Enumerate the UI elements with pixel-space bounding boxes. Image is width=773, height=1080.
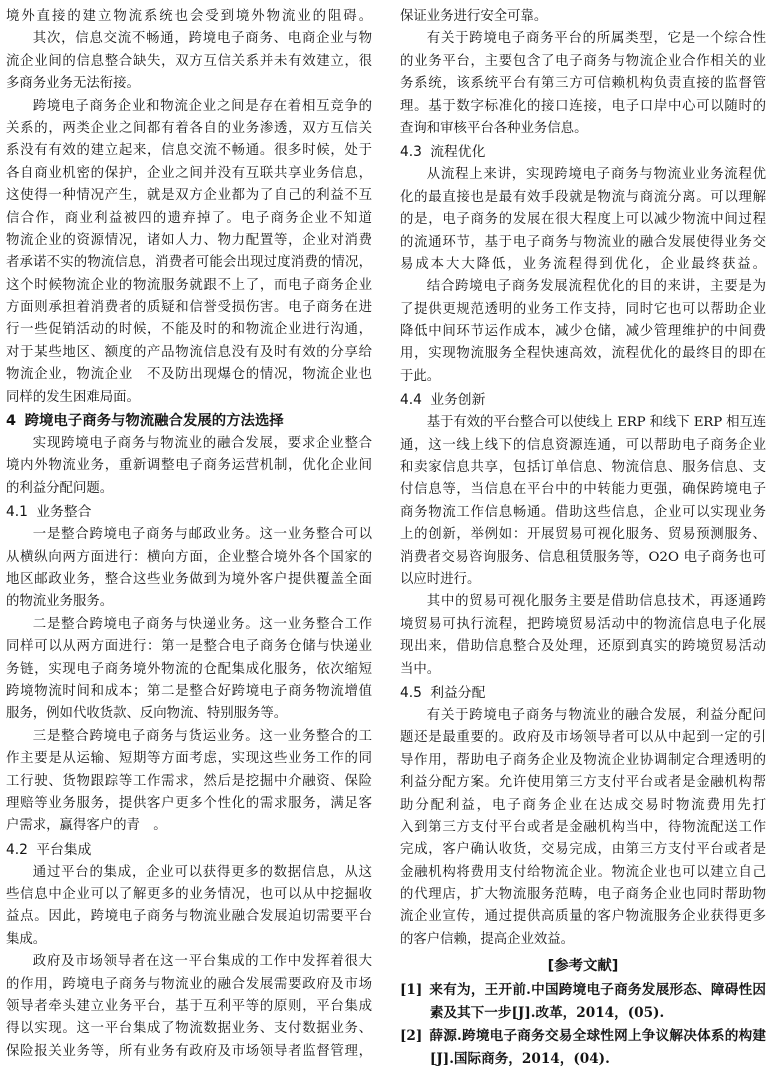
text-line: 些信息中企业可以了解更多的业务情况，也可以从中挖掘收 bbox=[6, 887, 372, 903]
text-line: 益点。因此，跨境电子商务与物流业融合发展迫切需要平台 bbox=[6, 909, 372, 925]
paragraph bbox=[400, 28, 766, 140]
text-line: 务系统，该系统平台有第三方可信赖机构负责直接的监督管 bbox=[400, 76, 766, 92]
text-line: 的业务平台，主要包含了电子商务与物流企业合作相关的业 bbox=[400, 53, 766, 69]
text-line: 方面则承担着消费者的质疑和信誉受损伤害。电子商务在进 bbox=[6, 300, 372, 316]
text-line: 的是，电子商务的发展在很大程度上可以减少物流中间过程 bbox=[400, 212, 766, 228]
text-line: 和卖家信息共享，包括订单信息、物流信息、服务信息、支 bbox=[400, 460, 766, 476]
text-line: 化的最直接也是最有效手段就是物流与商流分离。可以理解 bbox=[400, 189, 766, 205]
text-line: 各自商业机密的保护，企业之间并没有互联共享业务信息， bbox=[6, 165, 372, 181]
text-line: 一是整合跨境电子商务与邮政业务。这一业务整合可以 bbox=[32, 527, 372, 543]
text-line: 户需求，赢得客户的青 。 bbox=[6, 818, 167, 834]
text-line: 金融机构将费用支付给物流企业。物流企业也可以建立自己 bbox=[400, 864, 766, 880]
text-line: 者承诺不实的物流信息，消费者可能会出现过度消费的情况， bbox=[6, 255, 372, 271]
text-line: 现出来，借助信息整合及处理，还原到真实的跨境贸易活动 bbox=[400, 639, 766, 655]
text-line: 物流企业，物流企业 不及防出现爆仓的情况，物流企业也 bbox=[6, 367, 372, 383]
text-line: 当中。 bbox=[400, 661, 441, 677]
text-line: 从流程上来讲，实现跨境电子商务与物流业业务流程优 bbox=[426, 167, 766, 183]
subsection-heading bbox=[6, 500, 372, 524]
text-line: 作主要是从运输、短期等方面考虑，实现这些业务工作的同 bbox=[6, 751, 372, 767]
paragraph bbox=[400, 6, 766, 28]
text-line: 三是整合跨境电子商务与货运业务。这一业务整合的工 bbox=[32, 728, 372, 744]
text-line: 于此。 bbox=[400, 368, 441, 384]
paragraph bbox=[6, 28, 372, 95]
text-line: 流企业宣传，通过提供高质量的客户物流服务企业获得更多 bbox=[400, 909, 766, 925]
text-line: 政府及市场领导者在这一平台集成的工作中发挥着很大 bbox=[32, 954, 372, 970]
text-line: 同样可以从两方面进行：第一是整合电子商务仓储与快递业 bbox=[6, 639, 372, 655]
text-line: 地区邮政业务，整合这些业务做到为境外客户提供覆盖全面 bbox=[6, 571, 372, 587]
reference-line bbox=[400, 979, 766, 1002]
text-line: 其次，信息交流不畅通，跨境电子商务、电商企业与物 bbox=[32, 31, 372, 47]
right-column bbox=[400, 6, 766, 1071]
left-column bbox=[6, 6, 372, 1063]
reference-entry bbox=[400, 1025, 766, 1071]
text-line: 领导者牵头建立业务平台，基于互利平等的原则，平台集成 bbox=[6, 999, 372, 1015]
subsection-heading bbox=[6, 838, 372, 862]
text-line: 商务物流工作信息畅通。借助这些信息，企业可以实现业务 bbox=[400, 504, 766, 520]
text-line: 理。基于数字标准化的接口连接，电子口岸中心可以随时的 bbox=[400, 98, 766, 114]
text-line: 助分配利益，电子商务企业在达成交易时物流费用先打 bbox=[400, 797, 766, 813]
paragraph bbox=[6, 726, 372, 838]
paragraph bbox=[6, 433, 372, 500]
paragraph bbox=[400, 164, 766, 276]
heading-number: 4.3 bbox=[400, 144, 422, 161]
heading-text: 跨境电子商务与物流融合发展的方法选择 bbox=[24, 413, 284, 430]
text-line: 同样的发生困难局面。 bbox=[6, 389, 140, 405]
text-line: 理赔等业务服务，提供客户更多个性化的需求服务，满足客 bbox=[6, 795, 372, 811]
reference-line bbox=[400, 1025, 766, 1048]
paragraph bbox=[400, 705, 766, 951]
paragraph bbox=[6, 614, 372, 726]
reference-line: 素及其下一步[J].改革，2014，(05). bbox=[429, 1005, 665, 1022]
subsection-heading bbox=[400, 388, 766, 412]
text-line: 的作用，跨境电子商务与物流业的融合发展需要政府及市场 bbox=[6, 976, 372, 992]
text-line: 务链，实现电子商务境外物流的仓配集成化服务，依次缩短 bbox=[6, 661, 372, 677]
text-line: 流企业间的信息整合缺失，双方互信关系并未有效建立，很 bbox=[6, 53, 372, 69]
heading-text: 平台集成 bbox=[36, 841, 92, 858]
subsection-heading bbox=[400, 140, 766, 164]
heading-text: 业务创新 bbox=[430, 392, 486, 409]
text-line: 消费者交易咨询服务、信息租赁服务等，O2O 电子商务也可 bbox=[400, 549, 766, 565]
heading-number: 4.2 bbox=[6, 841, 28, 858]
heading-number: 4.5 bbox=[400, 684, 422, 701]
text-line: 二是整合跨境电子商务与快递业务。这一业务整合工作 bbox=[32, 616, 372, 632]
text-line: 实现跨境电子商务与物流业的融合发展，要求企业整合 bbox=[32, 436, 372, 452]
text-line: 利益分配方案。允许使用第三方支付平台或者是金融机构帮 bbox=[400, 775, 766, 791]
text-line: 服务，例如代收货款、反向物流、特别服务等。 bbox=[6, 706, 288, 722]
text-line: 了提供更规范透明的业务工作支持，同时它也可以帮助企业 bbox=[400, 301, 766, 317]
text-line: 降低中间环节运作成本，减少仓储，减少管理维护的中间费 bbox=[400, 324, 766, 340]
text-line: 关系的，两类企业之间都有着各自的业务渗透，双方互信关 bbox=[6, 120, 372, 136]
heading-text: 利益分配 bbox=[430, 684, 486, 701]
text-line: 以应时进行。 bbox=[400, 571, 481, 587]
references-heading: [参考文献] bbox=[547, 958, 619, 975]
text-line: 导作用，帮助电子商务企业及物流企业协调制定合理透明的 bbox=[400, 752, 766, 768]
text-line: 保证业务进行安全可靠。 bbox=[400, 9, 548, 24]
reference-entry bbox=[400, 979, 766, 1025]
text-line: 多商务业务无法衔接。 bbox=[6, 76, 140, 92]
text-line: 对于某些地区、额度的产品物流信息没有及时有效的分享给 bbox=[6, 344, 372, 360]
paragraph bbox=[400, 412, 766, 591]
text-line: 跨境物流时间和成本；第二是整合好跨境电子商务物流增值 bbox=[6, 683, 372, 699]
paragraph bbox=[6, 6, 372, 28]
text-line: 查询和审核平台各种业务信息。 bbox=[400, 120, 588, 136]
text-line: 基于有效的平台整合可以使线上 ERP 和线下 ERP 相互连 bbox=[426, 415, 766, 431]
text-line: 付信息等，当信息在平台中的中转能力更强，确保跨境电子 bbox=[400, 482, 766, 498]
heading-number: 4.4 bbox=[400, 392, 422, 409]
text-line: 系没有有效的建立起来，信息交流不畅通。很多时候，处于 bbox=[6, 143, 372, 159]
text-line: 的利益分配问题。 bbox=[6, 480, 114, 496]
reference-label: [1] bbox=[400, 982, 423, 999]
text-line: 上的创新，举例如：开展贸易可视化服务、贸易预测服务、 bbox=[400, 527, 766, 543]
paragraph bbox=[6, 862, 372, 952]
text-line: 得以实现。这一平台集成了物流数据业务、支付数据业务、 bbox=[6, 1021, 372, 1037]
text-line: 完成，客户确认收货，交易完成，由第三方支付平台或者是 bbox=[400, 842, 766, 858]
heading-text: 流程优化 bbox=[430, 144, 486, 161]
text-line: 保险报关业务等，所有业务有政府及市场领导者监督管理， bbox=[6, 1043, 372, 1059]
heading-number: 4.1 bbox=[6, 504, 28, 521]
text-line: 其中的贸易可视化服务主要是借助信息技术，再逐通跨 bbox=[426, 594, 766, 610]
text-line: 境贸易可执行流程，把跨境贸易活动中的物流信息电子化展 bbox=[400, 616, 766, 632]
text-line: 从横纵向两方面进行：横向方面，企业整合境外各个国家的 bbox=[6, 549, 372, 565]
reference-text: 来有为，王开前.中国跨境电子商务发展形态、障碍性因 bbox=[429, 982, 766, 999]
text-line: 的物流业务服务。 bbox=[6, 594, 114, 610]
text-line: 的客户信赖，提高企业效益。 bbox=[400, 931, 575, 947]
paragraph bbox=[400, 276, 766, 388]
text-line: 境内外物流业务，重新调整电子商务运营机制，优化企业间 bbox=[6, 458, 372, 474]
heading-number: 4 bbox=[6, 413, 17, 430]
text-line: 通，这一线上线下的信息资源连通，可以帮助电子商务企业 bbox=[400, 437, 766, 453]
section-heading bbox=[6, 409, 372, 433]
text-line: 信合作，商业利益被四的遗弃掉了。电子商务企业不知道 bbox=[6, 210, 372, 226]
text-line: 的代理店，扩大物流服务范畴，电子商务企业也同时帮助物 bbox=[400, 887, 766, 903]
text-line: 用，实现物流服务全程快速高效，流程优化的最终目的即在 bbox=[400, 346, 766, 362]
paragraph bbox=[6, 96, 372, 409]
subsection-heading bbox=[400, 681, 766, 705]
text-line: 易成本大大降低，业务流程得到优化，企业最终获益。 bbox=[400, 256, 766, 272]
reference-text: 薛源.跨境电子商务交易全球性网上争议解决体系的构建 bbox=[429, 1028, 766, 1045]
reference-line: [J].国际商务，2014，(04). bbox=[429, 1051, 610, 1068]
text-line: 集成。 bbox=[6, 931, 47, 947]
text-line: 通过平台的集成，企业可以获得更多的数据信息，从这 bbox=[32, 864, 372, 880]
reference-label: [2] bbox=[400, 1028, 423, 1045]
text-line: 题还是最重要的。政府及市场领导者可以从中起到一定的引 bbox=[400, 730, 766, 746]
text-line: 结合跨境电子商务发展流程优化的目的来讲，主要是为 bbox=[426, 279, 766, 295]
paragraph bbox=[6, 951, 372, 1063]
text-line: 境外直接的建立物流系统也会受到境外物流业的阻碍。 bbox=[6, 9, 372, 24]
text-line: 入到第三方支付平台或者是金融机构当中，待物流配送工作 bbox=[400, 819, 766, 835]
text-line: 物流企业的资源情况，诸如人力、物力配置等，企业对消费 bbox=[6, 232, 372, 248]
paragraph bbox=[400, 591, 766, 681]
text-line: 这使得一种情况产生，就是双方企业都为了自己的利益不互 bbox=[6, 188, 372, 204]
text-line: 工行驶、货物跟踪等工作需求，然后是挖掘中介融资、保险 bbox=[6, 773, 372, 789]
paragraph bbox=[6, 524, 372, 614]
heading-text: 业务整合 bbox=[36, 504, 92, 521]
text-line: 有关于跨境电子商务与物流业的融合发展，利益分配问 bbox=[426, 707, 766, 723]
text-line: 的流通环节，基于电子商务与物流业的融合发展使得业务交 bbox=[400, 234, 766, 250]
text-line: 跨境电子商务企业和物流企业之间是存在着相互竞争的 bbox=[32, 98, 372, 114]
text-line: 这个时候物流企业的物流服务就跟不上了，而电子商务企业 bbox=[6, 277, 372, 293]
text-line: 有关于跨境电子商务平台的所属类型，它是一个综合性 bbox=[426, 31, 766, 47]
text-line: 行一些促销活动的时候，不能及时的和物流企业进行沟通， bbox=[6, 322, 372, 338]
